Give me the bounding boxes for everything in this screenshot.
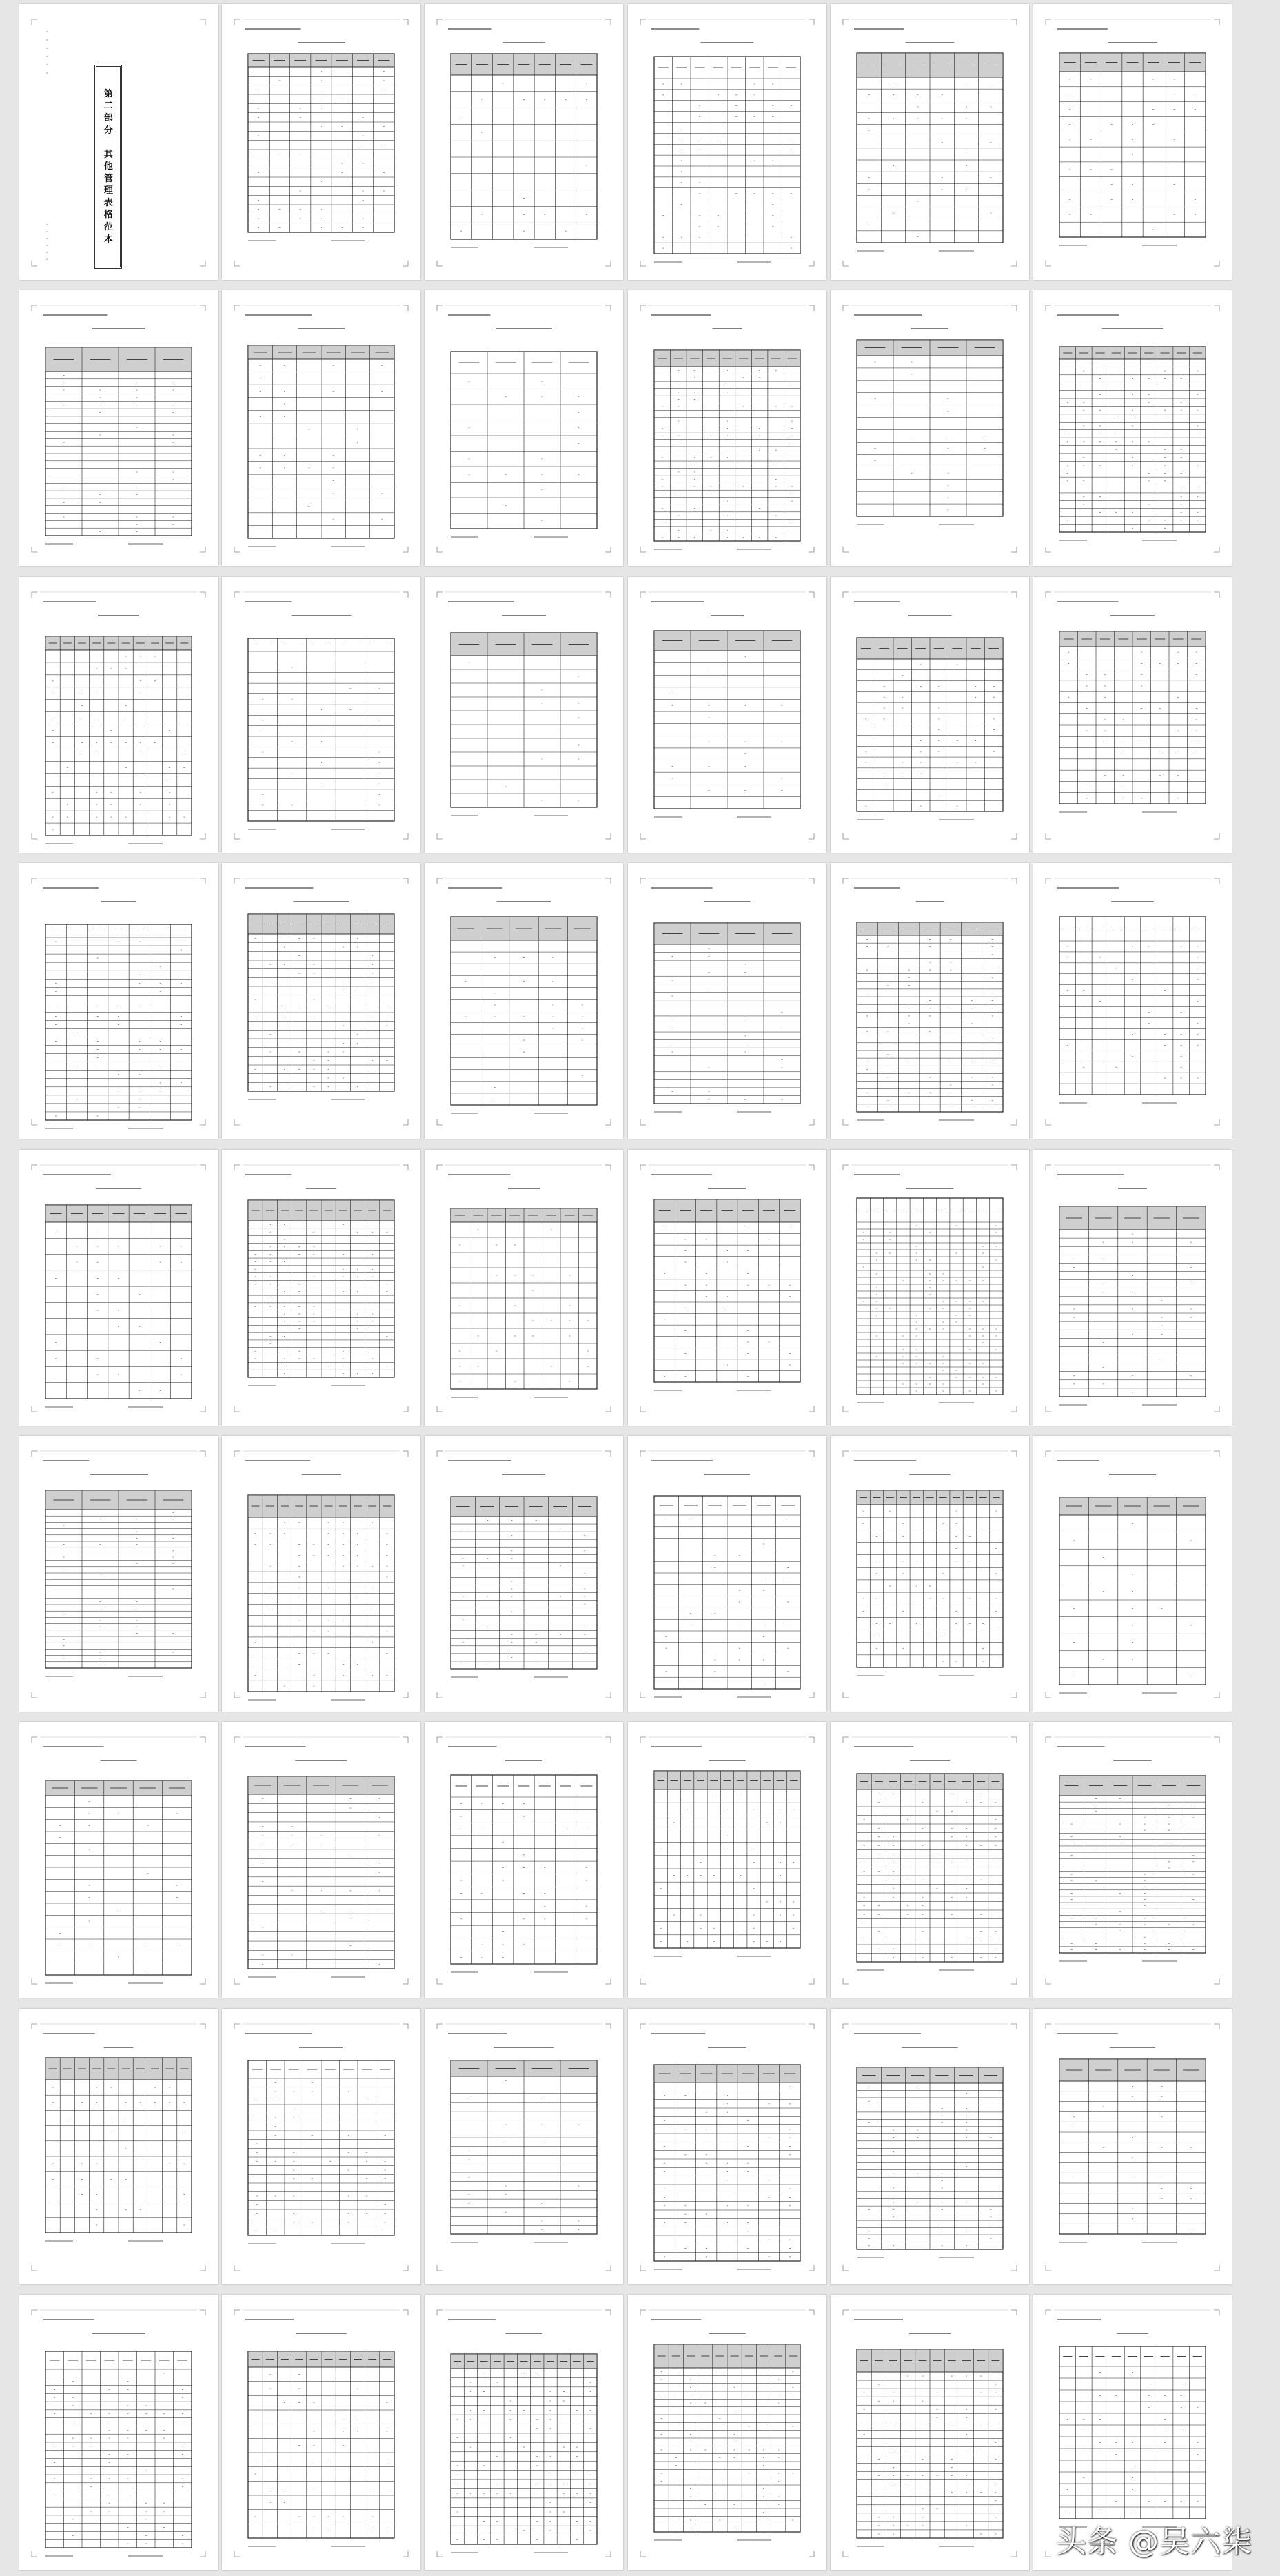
form-table-preview (19, 2295, 218, 2570)
document-page-thumbnail[interactable] (425, 290, 623, 566)
document-page-thumbnail[interactable] (1033, 1436, 1232, 1712)
document-page-thumbnail[interactable] (222, 4, 420, 280)
document-page-thumbnail[interactable] (628, 2009, 826, 2284)
form-table-preview (425, 577, 623, 853)
document-page-thumbnail[interactable] (628, 577, 826, 853)
document-page-thumbnail[interactable] (628, 863, 826, 1139)
cover-title-char: 分 (103, 125, 113, 136)
form-table-preview (1033, 2009, 1232, 2284)
cover-title-char: 二 (103, 101, 113, 112)
document-page-thumbnail[interactable] (831, 2009, 1029, 2284)
form-table-preview (1033, 863, 1232, 1139)
form-table-preview (222, 1722, 420, 1998)
document-page-thumbnail[interactable] (222, 2009, 420, 2284)
document-page-thumbnail[interactable] (628, 4, 826, 280)
form-table-preview (222, 1436, 420, 1712)
form-table-preview (831, 4, 1029, 280)
form-table-preview (1033, 4, 1232, 280)
document-page-thumbnail[interactable] (19, 863, 218, 1139)
cover-title-char: 范 (103, 221, 113, 232)
document-page-thumbnail[interactable] (222, 1150, 420, 1426)
watermark-text: 头条 @吴六柒 (1056, 2524, 1252, 2559)
form-table-preview (1033, 577, 1232, 853)
form-table-preview (19, 1722, 218, 1998)
document-page-thumbnail[interactable] (831, 863, 1029, 1139)
form-table-preview (19, 577, 218, 853)
form-table-preview (425, 4, 623, 280)
form-table-preview (19, 1150, 218, 1426)
cover-title-char: 他 (103, 161, 113, 172)
form-table-preview (222, 577, 420, 853)
cover-title-char: 部 (103, 113, 113, 124)
document-page-thumbnail[interactable] (19, 2295, 218, 2570)
document-page-thumbnail[interactable] (628, 1722, 826, 1998)
document-page-thumbnail[interactable] (425, 2295, 623, 2570)
form-table-preview (222, 863, 420, 1139)
document-page-thumbnail[interactable] (831, 577, 1029, 853)
form-table-preview (425, 2009, 623, 2284)
document-page-thumbnail[interactable] (1033, 863, 1232, 1139)
form-table-preview (831, 1436, 1029, 1712)
cover-crop-marks (19, 4, 218, 280)
document-page-thumbnail[interactable] (425, 4, 623, 280)
document-page-thumbnail[interactable] (831, 1722, 1029, 1998)
form-table-preview (831, 1150, 1029, 1426)
document-page-thumbnail[interactable] (1033, 577, 1232, 853)
document-page-thumbnail[interactable] (1033, 4, 1232, 280)
document-page-thumbnail[interactable] (425, 577, 623, 853)
document-page-thumbnail[interactable] (831, 1436, 1029, 1712)
document-page-thumbnail[interactable] (831, 2295, 1029, 2570)
document-page-thumbnail[interactable] (19, 1722, 218, 1998)
form-table-preview (19, 863, 218, 1139)
form-table-preview (628, 577, 826, 853)
form-table-preview (628, 2295, 826, 2570)
document-page-thumbnail[interactable] (222, 1436, 420, 1712)
form-table-preview (425, 1722, 623, 1998)
form-table-preview (1033, 1150, 1232, 1426)
form-table-preview (222, 4, 420, 280)
document-page-thumbnail[interactable] (19, 290, 218, 566)
form-table-preview (19, 290, 218, 566)
form-table-preview (628, 2009, 826, 2284)
document-page-thumbnail[interactable] (831, 4, 1029, 280)
document-page-thumbnail[interactable] (628, 1436, 826, 1712)
form-table-preview (628, 1150, 826, 1426)
form-table-preview (831, 2009, 1029, 2284)
document-page-thumbnail[interactable] (425, 1436, 623, 1712)
document-page-thumbnail[interactable] (425, 863, 623, 1139)
form-table-preview (1033, 1436, 1232, 1712)
document-page-thumbnail[interactable] (19, 4, 218, 280)
document-page-thumbnail[interactable] (222, 863, 420, 1139)
cover-title-char: 其 (103, 149, 113, 160)
document-page-thumbnail[interactable] (1033, 1722, 1232, 1998)
document-page-thumbnail[interactable] (19, 1150, 218, 1426)
form-table-preview (222, 2295, 420, 2570)
form-table-preview (425, 290, 623, 566)
cover-title-char: 格 (103, 210, 113, 221)
cover-title-char: 理 (103, 185, 113, 196)
document-page-thumbnail[interactable] (425, 2009, 623, 2284)
form-table-preview (19, 2009, 218, 2284)
document-page-thumbnail[interactable] (425, 1722, 623, 1998)
form-table-preview (831, 577, 1029, 853)
document-page-thumbnail[interactable] (628, 1150, 826, 1426)
form-table-preview (628, 4, 826, 280)
form-table-preview (425, 1436, 623, 1712)
form-table-preview (19, 1436, 218, 1712)
form-table-preview (222, 1150, 420, 1426)
document-page-thumbnail[interactable] (425, 1150, 623, 1426)
cover-title-char: 表 (103, 197, 113, 208)
document-page-thumbnail[interactable] (19, 1436, 218, 1712)
cover-title-char: 第 (103, 88, 113, 99)
form-table-preview (425, 2295, 623, 2570)
form-table-preview (831, 2295, 1029, 2570)
cover-title-char: 本 (103, 234, 113, 245)
document-page-thumbnail[interactable] (831, 290, 1029, 566)
form-table-preview (831, 290, 1029, 566)
form-table-preview (628, 1722, 826, 1998)
form-table-preview (425, 1150, 623, 1426)
document-page-thumbnail[interactable] (222, 577, 420, 853)
form-table-preview (628, 863, 826, 1139)
document-page-thumbnail[interactable] (628, 290, 826, 566)
form-table-preview (222, 2009, 420, 2284)
form-table-preview (831, 863, 1029, 1139)
document-page-thumbnail[interactable] (1033, 2009, 1232, 2284)
form-table-preview (1033, 1722, 1232, 1998)
document-page-thumbnail[interactable] (19, 2009, 218, 2284)
form-table-preview (628, 1436, 826, 1712)
document-page-thumbnail[interactable] (628, 2295, 826, 2570)
form-table-preview (1033, 290, 1232, 566)
form-table-preview (222, 290, 420, 566)
document-page-thumbnail[interactable] (831, 1150, 1029, 1426)
form-table-preview (831, 1722, 1029, 1998)
document-page-thumbnail[interactable] (222, 290, 420, 566)
cover-title-char: 管 (103, 173, 113, 184)
document-page-thumbnail[interactable] (222, 2295, 420, 2570)
form-table-preview (425, 863, 623, 1139)
document-page-thumbnail[interactable] (222, 1722, 420, 1998)
document-page-thumbnail[interactable] (19, 577, 218, 853)
document-page-thumbnail[interactable] (1033, 290, 1232, 566)
document-page-thumbnail[interactable] (1033, 1150, 1232, 1426)
form-table-preview (628, 290, 826, 566)
